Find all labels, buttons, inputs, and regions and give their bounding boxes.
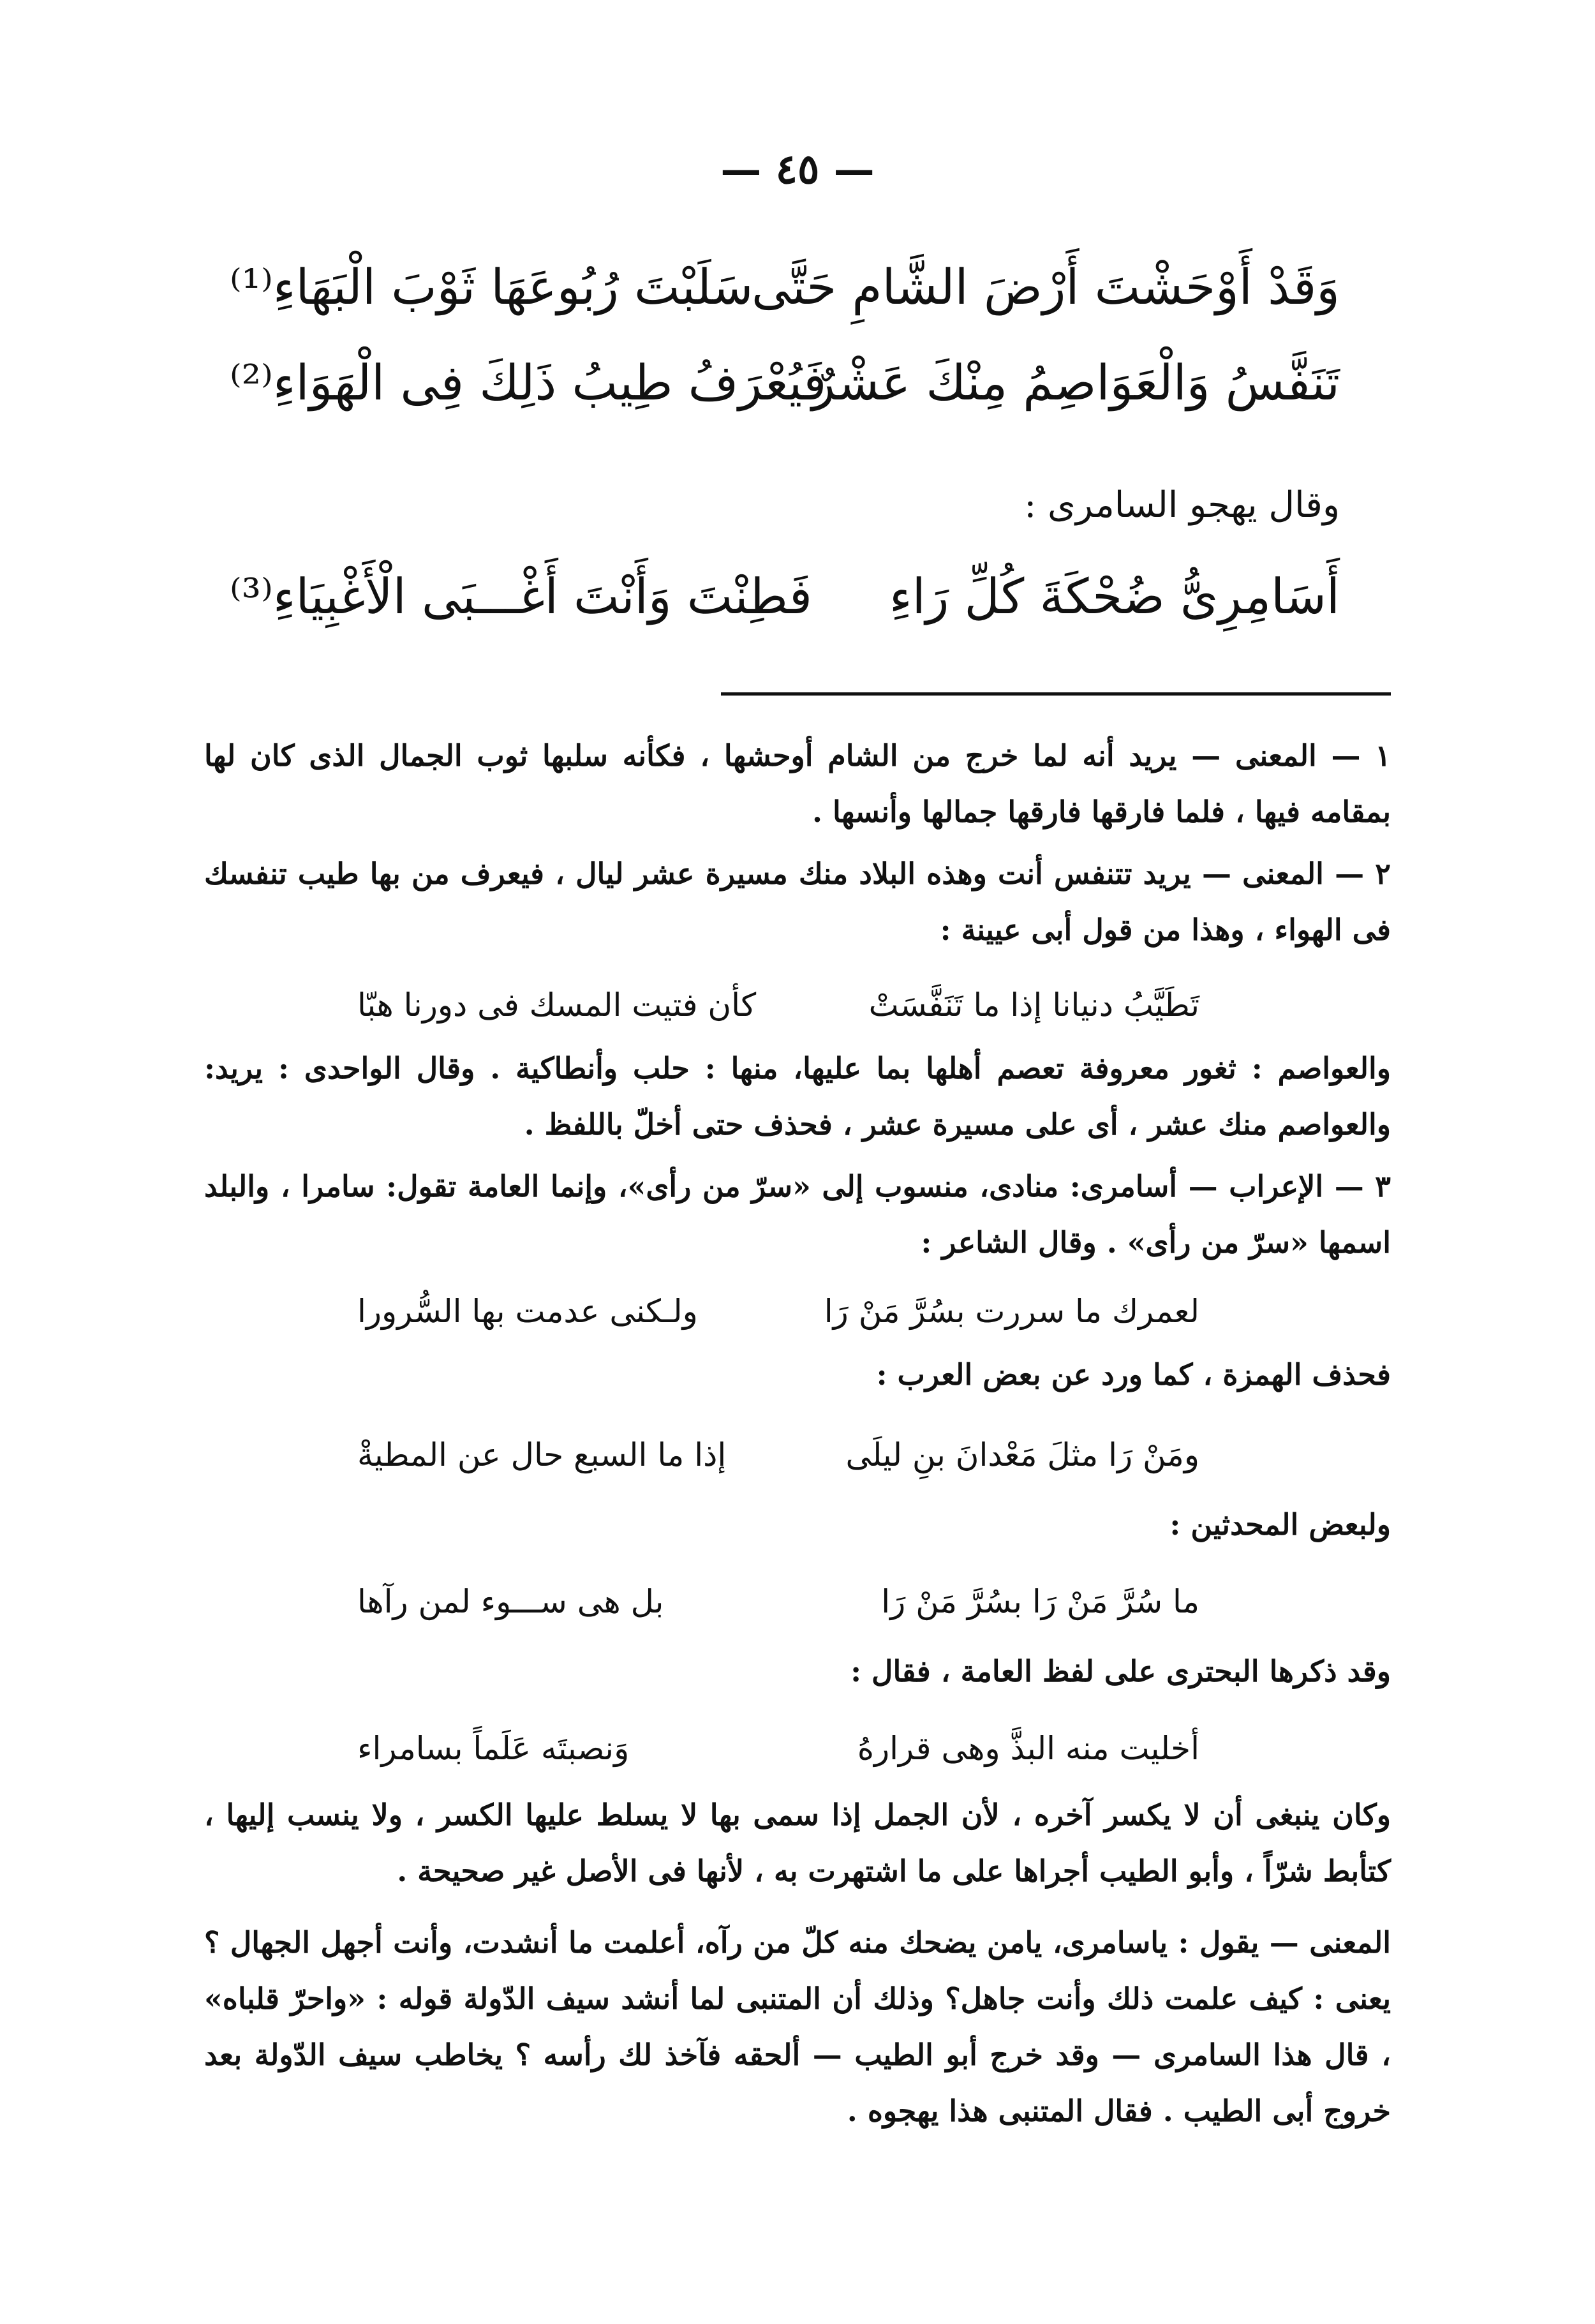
- verse-2-second-hemistich: فَيُعْرَفُ طِيبُ ذَلِكَ فِى الْهَوَاءِ⁽²⁾: [230, 354, 827, 411]
- verse-line-2: [230, 348, 1340, 418]
- satire-first-hemistich: أَسَامِرِىُّ ضُحْكَةَ كُلِّ رَاءِ: [889, 568, 1340, 625]
- footnote-2: ٢ — المعنى — يريد تتنفس أنت وهذه البلاد منك مسيرة عشر ليال ، فيعرف من بها طيب تنفسك فى الهواء ، وهذا من قول أبى عيينة :: [204, 856, 1391, 947]
- quote-3-first-hemistich: ومَنْ رَا مثلَ مَعْدانَ بنِ ليلَى: [845, 1436, 1199, 1473]
- quote-5-second-hemistich: وَنصبتَه عَلَماً بسامراء: [357, 1730, 630, 1767]
- verse-1-first-hemistich: وَقَدْ أَوْحَشْتَ أَرْضَ الشَّامِ حَتَّى: [751, 258, 1340, 315]
- quote-1-second-hemistich: كأن فتيت المسك فى دورنا هبّا: [357, 987, 757, 1024]
- line-buhturi: وقد ذكرها البحترى على لفظ العامة ، فقال :: [850, 1654, 1391, 1688]
- intro-line: وقال يهجو السامرى :: [1024, 484, 1340, 526]
- verse-2-first-hemistich: تَنَفَّسُ وَالْعَوَاصِمُ مِنْكَ عَشْرٌ: [812, 354, 1340, 411]
- footnote-3-grammar: وكان ينبغى أن لا يكسر آخره ، لأن الجمل إذا سمى بها لا يسلط عليها الكسر ، ولا ينسب إليها ، كتأبط شرّاً ، وأبو الطيب أجراها على ما اشتهرت به ، لأنها فى الأصل غير صحيحة .: [204, 1798, 1391, 1888]
- quote-samarra-1: [357, 1283, 1199, 1340]
- quote-4-first-hemistich: ما سُرَّ مَنْ رَا بسُرَّ مَنْ رَا: [881, 1583, 1199, 1620]
- line-hamza: فحذف الهمزة ، كما ورد عن بعض العرب :: [876, 1357, 1391, 1392]
- satire-second-hemistich: فَطِنْتَ وَأَنْتَ أَغْـــبَى الْأَغْبِيَاءِ⁽³⁾: [230, 568, 813, 625]
- footnote-1: ١ — المعنى — يريد أنه لما خرج من الشام أوحشها ، فكأنه سلبها ثوب الجمال الذى كان لها بمقامه فيها ، فلما فارقها فارقها جمالها وأنسها .: [204, 738, 1391, 829]
- quote-4-second-hemistich: بل هى ســـوء لمن رآها: [357, 1583, 664, 1620]
- quote-2-first-hemistich: لعمرك ما سررت بسُرَّ مَنْ رَا: [824, 1293, 1199, 1330]
- quote-3-second-hemistich: إذا ما السبع حال عن المطيةْ: [357, 1436, 727, 1473]
- footnote-divider: [721, 692, 1391, 696]
- verse-satire: [230, 562, 1340, 632]
- quote-samarra-3: [357, 1573, 1199, 1630]
- quote-samarra-2: [357, 1426, 1199, 1484]
- quote-2-second-hemistich: ولـكنى عدمت بها السُّرورا: [357, 1293, 698, 1330]
- page-number: — ٤٥ —: [720, 145, 875, 193]
- line-muhdathin: ولبعض المحدثين :: [1169, 1507, 1391, 1542]
- verse-line-1: [230, 252, 1340, 322]
- footnote-2-awasim: والعواصم : ثغور معروفة تعصم أهلها بما عليها، منها : حلب وأنطاكية . وقال الواحدى : يريد: والعواصم منك عشر ، أى على مسيرة عشر ، فحذف حتى أخلّ باللفظ .: [204, 1051, 1391, 1142]
- footnote-3: ٣ — الإعراب — أسامرى: منادى، منسوب إلى «سرّ من رأى»، وإنما العامة تقول: سامرا ، والبلد اسمها «سرّ من رأى» . وقال الشاعر :: [204, 1169, 1391, 1260]
- quote-5-first-hemistich: أخليت منه البذَّ وهى قرارهُ: [857, 1730, 1199, 1767]
- footnote-3-meaning: المعنى — يقول : ياسامرى، يامن يضحك منه كلّ من رآه، أعلمت ما أنشدت، وأنت أجهل الجهال ؟ يعنى : كيف علمت ذلك وأنت جاهل؟ وذلك أن المتنبى لما أنشد سيف الدّولة قوله : «واحرّ قلباه» ، قال هذا السامرى — وقد خرج أبو الطيب — ألحقه فآخذ لك رأسه ؟ يخاطب سيف الدّولة بعد خروج أبى الطيب . فقال المتنبى هذا يهجوه .: [204, 1925, 1391, 2128]
- quote-1-first-hemistich: تَطَيَّبُ دنيانا إذا ما تَنَفَّسَتْ: [868, 987, 1199, 1024]
- quote-abu-uyaina: [357, 976, 1199, 1034]
- verse-1-second-hemistich: سَلَبْتَ رُبُوعَهَا ثَوْبَ الْبَهَاءِ⁽¹⁾: [230, 258, 753, 315]
- quote-buhturi: [357, 1720, 1199, 1777]
